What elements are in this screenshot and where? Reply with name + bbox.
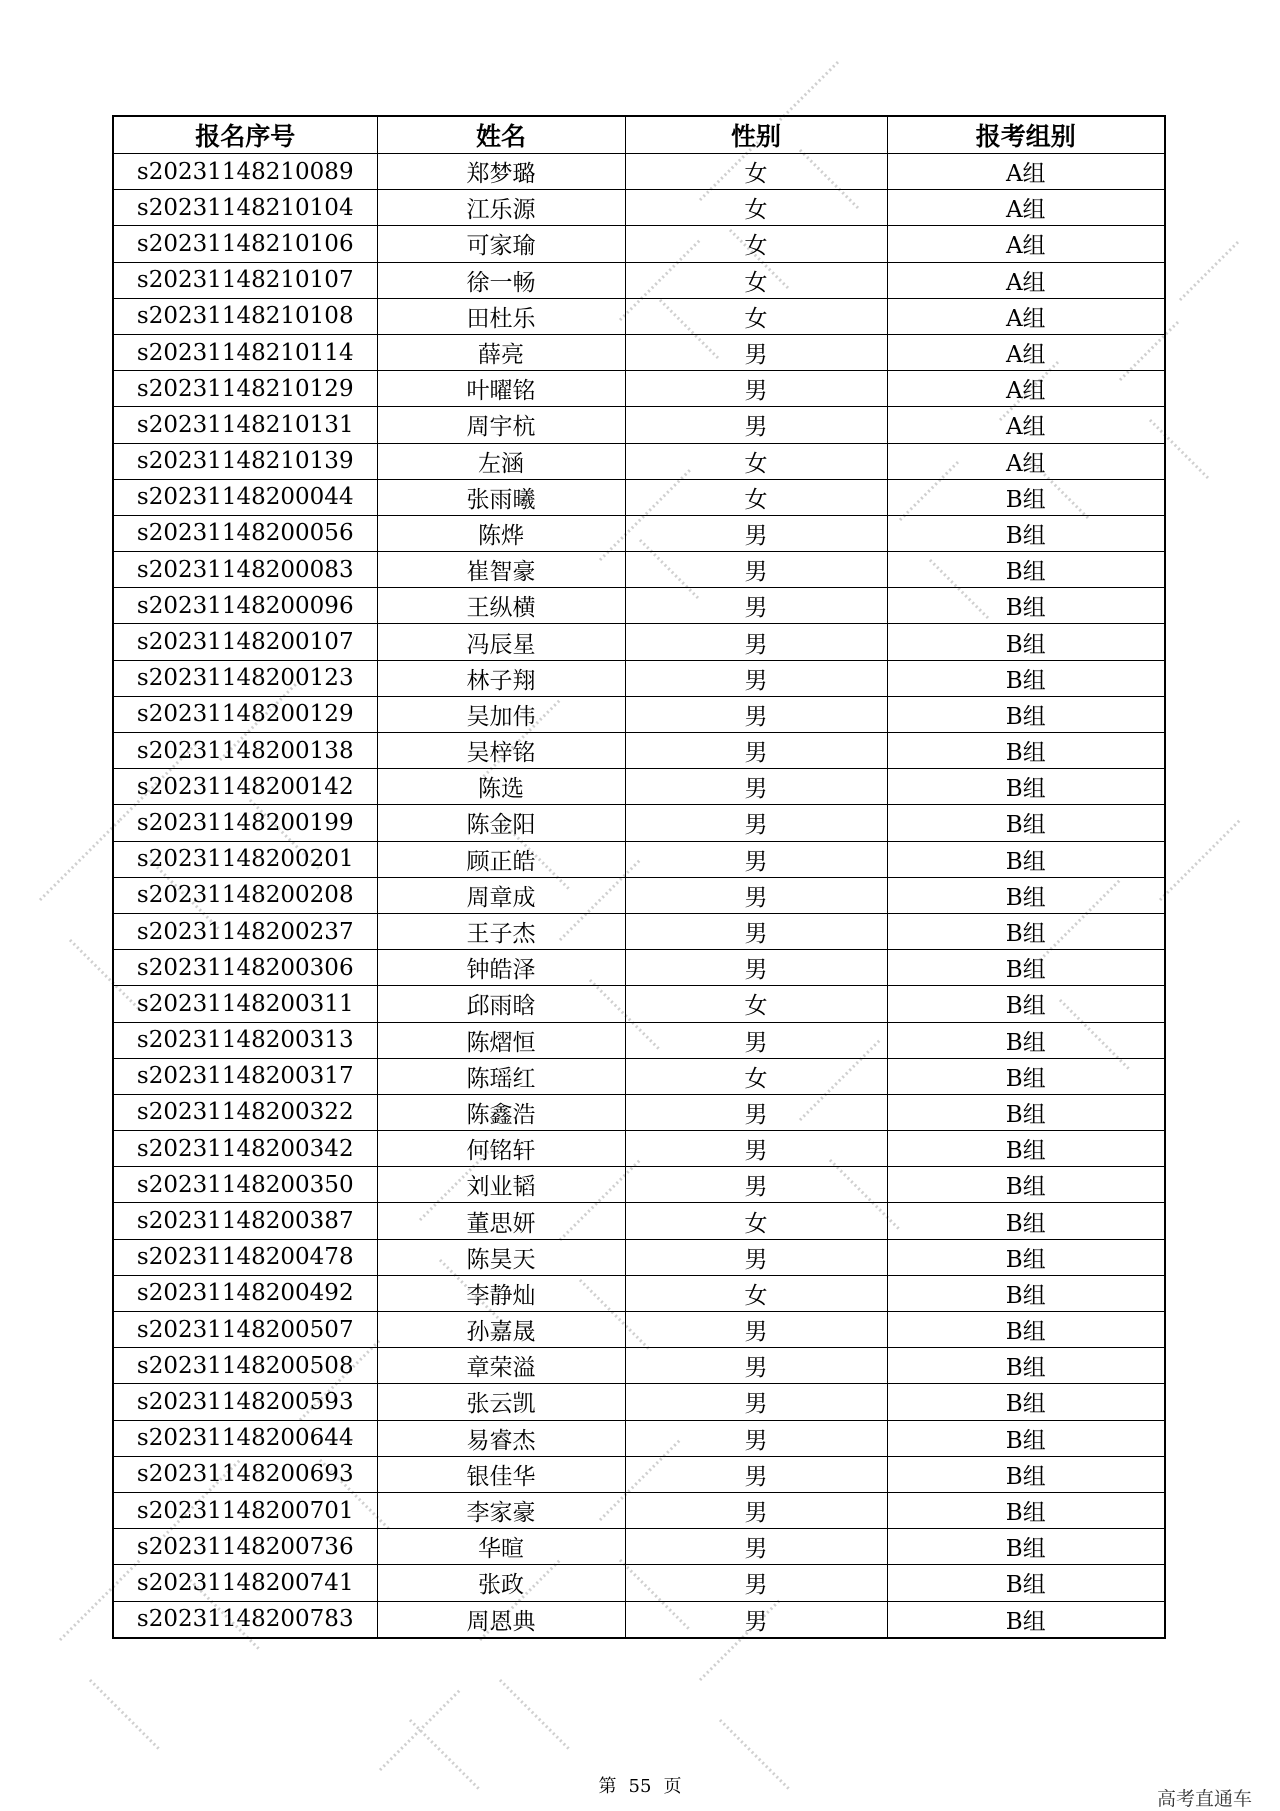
- cell-registration-number: s20231148200199: [113, 805, 377, 841]
- cell-name: 可家瑜: [377, 226, 625, 262]
- table-row: [113, 479, 1165, 515]
- cell-gender: 男: [625, 1167, 887, 1203]
- cell-name: 陈熠恒: [377, 1022, 625, 1058]
- cell-registration-number: s20231148200741: [113, 1565, 377, 1601]
- cell-registration-number: s20231148200044: [113, 479, 377, 515]
- cell-name: 何铭轩: [377, 1131, 625, 1167]
- table-header-row: [113, 116, 1165, 154]
- cell-name: 薛亮: [377, 334, 625, 370]
- cell-gender: 男: [625, 1529, 887, 1565]
- cell-registration-number: s20231148200701: [113, 1492, 377, 1528]
- cell-gender: 男: [625, 1131, 887, 1167]
- cell-group: B组: [887, 1022, 1165, 1058]
- cell-group: B组: [887, 841, 1165, 877]
- cell-gender: 男: [625, 371, 887, 407]
- table-row: [113, 1565, 1165, 1601]
- cell-registration-number: s20231148200208: [113, 877, 377, 913]
- cell-name: 张云凯: [377, 1384, 625, 1420]
- roster-body: [113, 154, 1165, 1638]
- cell-name: 顾正皓: [377, 841, 625, 877]
- cell-name: 邱雨晗: [377, 986, 625, 1022]
- cell-registration-number: s20231148200129: [113, 696, 377, 732]
- cell-registration-number: s20231148200237: [113, 913, 377, 949]
- cell-group: B组: [887, 1492, 1165, 1528]
- cell-gender: 男: [625, 1022, 887, 1058]
- cell-gender: 男: [625, 841, 887, 877]
- cell-gender: 男: [625, 660, 887, 696]
- cell-name: 易睿杰: [377, 1420, 625, 1456]
- table-row: [113, 805, 1165, 841]
- cell-registration-number: s20231148200096: [113, 588, 377, 624]
- cell-group: B组: [887, 1601, 1165, 1638]
- cell-registration-number: s20231148200056: [113, 515, 377, 551]
- table-row: [113, 1348, 1165, 1384]
- cell-group: B组: [887, 913, 1165, 949]
- table-row: [113, 190, 1165, 226]
- table-row: [113, 1384, 1165, 1420]
- cell-group: B组: [887, 1275, 1165, 1311]
- cell-registration-number: s20231148200593: [113, 1384, 377, 1420]
- cell-group: A组: [887, 371, 1165, 407]
- cell-gender: 女: [625, 1275, 887, 1311]
- cell-group: B组: [887, 1456, 1165, 1492]
- cell-name: 周恩典: [377, 1601, 625, 1638]
- cell-name: 王纵横: [377, 588, 625, 624]
- cell-registration-number: s20231148200507: [113, 1312, 377, 1348]
- cell-group: A组: [887, 334, 1165, 370]
- cell-group: B组: [887, 733, 1165, 769]
- cell-group: B组: [887, 950, 1165, 986]
- table-row: [113, 696, 1165, 732]
- table-row: [113, 624, 1165, 660]
- cell-registration-number: s20231148200508: [113, 1348, 377, 1384]
- table-row: [113, 660, 1165, 696]
- cell-gender: 女: [625, 986, 887, 1022]
- table-row: [113, 1456, 1165, 1492]
- table-row: [113, 769, 1165, 805]
- table-row: [113, 1420, 1165, 1456]
- cell-gender: 男: [625, 515, 887, 551]
- cell-name: 周章成: [377, 877, 625, 913]
- cell-name: 李静灿: [377, 1275, 625, 1311]
- table-row: [113, 733, 1165, 769]
- cell-registration-number: s20231148210106: [113, 226, 377, 262]
- cell-registration-number: s20231148210107: [113, 262, 377, 298]
- cell-name: 王子杰: [377, 913, 625, 949]
- cell-group: B组: [887, 1384, 1165, 1420]
- cell-registration-number: s20231148200783: [113, 1601, 377, 1638]
- page-number-footer: [0, 1772, 1280, 1798]
- cell-gender: 男: [625, 805, 887, 841]
- cell-name: 陈瑶红: [377, 1058, 625, 1094]
- cell-group: A组: [887, 154, 1165, 190]
- cell-name: 周宇杭: [377, 407, 625, 443]
- cell-gender: 男: [625, 877, 887, 913]
- table-row: [113, 262, 1165, 298]
- cell-name: 郑梦璐: [377, 154, 625, 190]
- table-row: [113, 1239, 1165, 1275]
- cell-name: 刘业韬: [377, 1167, 625, 1203]
- cell-registration-number: s20231148210104: [113, 190, 377, 226]
- cell-name: 左涵: [377, 443, 625, 479]
- cell-name: 叶曜铭: [377, 371, 625, 407]
- cell-group: B组: [887, 696, 1165, 732]
- cell-group: A组: [887, 407, 1165, 443]
- table-row: [113, 1312, 1165, 1348]
- cell-gender: 女: [625, 298, 887, 334]
- cell-name: 章荣溢: [377, 1348, 625, 1384]
- table-row: [113, 1131, 1165, 1167]
- cell-group: A组: [887, 190, 1165, 226]
- cell-gender: 女: [625, 262, 887, 298]
- cell-gender: 男: [625, 1239, 887, 1275]
- cell-registration-number: s20231148200138: [113, 733, 377, 769]
- cell-gender: 男: [625, 1456, 887, 1492]
- cell-group: B组: [887, 1420, 1165, 1456]
- table-row: [113, 552, 1165, 588]
- cell-registration-number: s20231148210089: [113, 154, 377, 190]
- header-name: 姓名: [377, 116, 625, 154]
- cell-group: B组: [887, 1239, 1165, 1275]
- cell-gender: 男: [625, 1348, 887, 1384]
- cell-gender: 男: [625, 769, 887, 805]
- cell-group: B组: [887, 624, 1165, 660]
- cell-name: 钟皓泽: [377, 950, 625, 986]
- cell-name: 陈金阳: [377, 805, 625, 841]
- cell-gender: 男: [625, 1492, 887, 1528]
- cell-group: B组: [887, 1058, 1165, 1094]
- table-row: [113, 1203, 1165, 1239]
- cell-registration-number: s20231148210139: [113, 443, 377, 479]
- cell-group: B组: [887, 1094, 1165, 1130]
- cell-gender: 男: [625, 1384, 887, 1420]
- cell-gender: 女: [625, 226, 887, 262]
- cell-group: A组: [887, 298, 1165, 334]
- roster-table: [112, 115, 1166, 1639]
- cell-name: 林子翔: [377, 660, 625, 696]
- cell-group: B组: [887, 1565, 1165, 1601]
- cell-gender: 男: [625, 950, 887, 986]
- brand-label: 高考直通车: [1156, 1788, 1252, 1810]
- cell-group: B组: [887, 552, 1165, 588]
- cell-gender: 女: [625, 154, 887, 190]
- cell-registration-number: s20231148200342: [113, 1131, 377, 1167]
- cell-gender: 男: [625, 1565, 887, 1601]
- header-group: 报考组别: [887, 116, 1165, 154]
- cell-group: B组: [887, 877, 1165, 913]
- cell-registration-number: s20231148210114: [113, 334, 377, 370]
- table-row: [113, 334, 1165, 370]
- cell-registration-number: s20231148210131: [113, 407, 377, 443]
- table-row: [113, 1492, 1165, 1528]
- cell-gender: 男: [625, 1094, 887, 1130]
- cell-registration-number: s20231148200107: [113, 624, 377, 660]
- table-row: [113, 877, 1165, 913]
- table-row: [113, 1275, 1165, 1311]
- cell-gender: 男: [625, 1420, 887, 1456]
- cell-registration-number: s20231148200201: [113, 841, 377, 877]
- table-row: [113, 515, 1165, 551]
- cell-registration-number: s20231148200736: [113, 1529, 377, 1565]
- cell-name: 张政: [377, 1565, 625, 1601]
- cell-group: A组: [887, 226, 1165, 262]
- table-row: [113, 841, 1165, 877]
- cell-name: 李家豪: [377, 1492, 625, 1528]
- table-row: [113, 371, 1165, 407]
- cell-group: B组: [887, 588, 1165, 624]
- cell-gender: 男: [625, 624, 887, 660]
- table-row: [113, 1022, 1165, 1058]
- cell-registration-number: s20231148200693: [113, 1456, 377, 1492]
- cell-registration-number: s20231148200478: [113, 1239, 377, 1275]
- cell-name: 田杜乐: [377, 298, 625, 334]
- cell-group: B组: [887, 1167, 1165, 1203]
- cell-registration-number: s20231148200306: [113, 950, 377, 986]
- cell-name: 江乐源: [377, 190, 625, 226]
- cell-gender: 女: [625, 1058, 887, 1094]
- cell-gender: 女: [625, 479, 887, 515]
- header-registration-number: 报名序号: [113, 116, 377, 154]
- cell-gender: 男: [625, 913, 887, 949]
- table-row: [113, 154, 1165, 190]
- table-row: [113, 443, 1165, 479]
- cell-registration-number: s20231148200313: [113, 1022, 377, 1058]
- cell-registration-number: s20231148210129: [113, 371, 377, 407]
- table-row: [113, 986, 1165, 1022]
- cell-group: B组: [887, 515, 1165, 551]
- table-row: [113, 226, 1165, 262]
- cell-group: B组: [887, 479, 1165, 515]
- cell-group: B组: [887, 769, 1165, 805]
- table-row: [113, 1167, 1165, 1203]
- cell-name: 陈烨: [377, 515, 625, 551]
- cell-group: B组: [887, 805, 1165, 841]
- page-suffix: 页: [663, 1776, 682, 1797]
- header-gender: 性别: [625, 116, 887, 154]
- table-row: [113, 1094, 1165, 1130]
- cell-gender: 男: [625, 334, 887, 370]
- cell-name: 陈昊天: [377, 1239, 625, 1275]
- table-row: [113, 1601, 1165, 1638]
- cell-gender: 男: [625, 733, 887, 769]
- table-row: [113, 1529, 1165, 1565]
- cell-group: B组: [887, 1312, 1165, 1348]
- cell-registration-number: s20231148200387: [113, 1203, 377, 1239]
- cell-name: 银佳华: [377, 1456, 625, 1492]
- table-row: [113, 1058, 1165, 1094]
- cell-group: A组: [887, 443, 1165, 479]
- page-prefix: 第: [598, 1776, 617, 1797]
- cell-group: B组: [887, 1348, 1165, 1384]
- cell-group: B组: [887, 986, 1165, 1022]
- cell-registration-number: s20231148200142: [113, 769, 377, 805]
- cell-gender: 男: [625, 588, 887, 624]
- table-row: [113, 407, 1165, 443]
- cell-gender: 男: [625, 552, 887, 588]
- cell-group: A组: [887, 262, 1165, 298]
- cell-group: B组: [887, 1203, 1165, 1239]
- cell-name: 吴梓铭: [377, 733, 625, 769]
- cell-registration-number: s20231148200322: [113, 1094, 377, 1130]
- cell-name: 吴加伟: [377, 696, 625, 732]
- cell-group: B组: [887, 1529, 1165, 1565]
- cell-gender: 男: [625, 407, 887, 443]
- cell-gender: 女: [625, 190, 887, 226]
- cell-gender: 男: [625, 1601, 887, 1638]
- cell-gender: 女: [625, 443, 887, 479]
- cell-name: 董思妍: [377, 1203, 625, 1239]
- cell-gender: 男: [625, 696, 887, 732]
- table-row: [113, 913, 1165, 949]
- cell-gender: 男: [625, 1312, 887, 1348]
- cell-gender: 女: [625, 1203, 887, 1239]
- table-row: [113, 950, 1165, 986]
- page-number: 55: [628, 1776, 652, 1797]
- table-row: [113, 588, 1165, 624]
- cell-name: 崔智豪: [377, 552, 625, 588]
- cell-name: 孙嘉晟: [377, 1312, 625, 1348]
- cell-registration-number: s20231148200311: [113, 986, 377, 1022]
- cell-name: 张雨曦: [377, 479, 625, 515]
- cell-name: 陈选: [377, 769, 625, 805]
- cell-name: 华暄: [377, 1529, 625, 1565]
- cell-registration-number: s20231148200317: [113, 1058, 377, 1094]
- table-row: [113, 298, 1165, 334]
- cell-group: B组: [887, 1131, 1165, 1167]
- cell-registration-number: s20231148210108: [113, 298, 377, 334]
- cell-name: 徐一畅: [377, 262, 625, 298]
- cell-registration-number: s20231148200350: [113, 1167, 377, 1203]
- cell-registration-number: s20231148200644: [113, 1420, 377, 1456]
- cell-name: 冯辰星: [377, 624, 625, 660]
- cell-name: 陈鑫浩: [377, 1094, 625, 1130]
- cell-registration-number: s20231148200492: [113, 1275, 377, 1311]
- cell-group: B组: [887, 660, 1165, 696]
- cell-registration-number: s20231148200123: [113, 660, 377, 696]
- cell-registration-number: s20231148200083: [113, 552, 377, 588]
